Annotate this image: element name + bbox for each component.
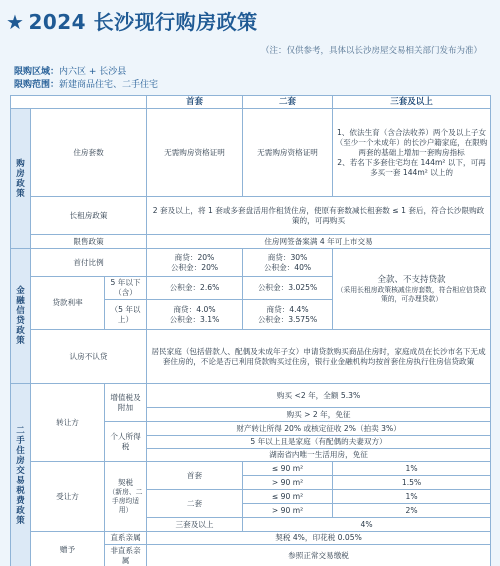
- count-first: 无需购房资格证明: [147, 109, 243, 197]
- table-row: [11, 197, 491, 235]
- range-value: 新建商品住宅、二手住宅: [59, 80, 159, 90]
- income-rule-2: 5 年以上且是家庭（有配偶的夫妻双方）: [147, 436, 491, 449]
- deed-second-label: 二套: [147, 490, 243, 518]
- down-second-commercial: 商贷：30%: [267, 252, 308, 262]
- page-title-text: 2024 长沙现行购房政策: [28, 10, 258, 34]
- rate-5y-plus-second: [243, 300, 333, 330]
- header-second-home: 二套: [243, 96, 333, 109]
- row-label-buyer: 受让方: [31, 462, 105, 532]
- vat-rule-2: 购买 > 2 年，免征: [147, 408, 491, 422]
- income-tax-label: 个人所得税: [105, 422, 147, 462]
- restricted-range-row: [14, 79, 158, 92]
- table-row: [11, 330, 491, 384]
- vat-label: 增值税及附加: [105, 384, 147, 422]
- down-second: [243, 249, 333, 277]
- deed-third-label: 三套及以上: [147, 518, 243, 532]
- vat-rule-1: 购买 <2 年，全额 5.3%: [147, 384, 491, 408]
- deed-first-gt90: > 90 m²: [243, 476, 333, 490]
- deed-tax: [105, 462, 147, 532]
- deed-first-le90-rate: 1%: [333, 462, 491, 476]
- table-row: [11, 109, 491, 197]
- row-label-count: 住房套数: [31, 109, 147, 197]
- row-label-rent: 长租房政策: [31, 197, 147, 235]
- count-third-rule-2: 2、若名下多套住宅均在 144m² 以下，可再多买一套 144m² 以上的: [337, 157, 486, 177]
- count-second: 无需购房资格证明: [243, 109, 333, 197]
- deed-second-le90: ≤ 90 m²: [243, 490, 333, 504]
- deed-first-gt90-rate: 1.5%: [333, 476, 491, 490]
- finance-third: [333, 249, 491, 330]
- count-third: [333, 109, 491, 197]
- section-finance: 金融信贷政策: [11, 249, 31, 384]
- down-second-fund: 公积金：40%: [263, 262, 312, 272]
- row-label-recognition: 认房不认贷: [31, 330, 147, 384]
- deed-first-le90: ≤ 90 m²: [243, 462, 333, 476]
- rent-policy: 2 套及以上，将 1 套或多套盘活用作租赁住房，使原有套数减长租套数 ≤ 1 套后，符合长沙限购政策的，可再购买: [147, 197, 491, 235]
- row-label-down-payment: 首付比例: [31, 249, 147, 277]
- row-label-resale: 限售政策: [31, 235, 147, 249]
- rate-5y-first: 公积金：2.6%: [147, 277, 243, 300]
- gift-non-direct-value: 参照正常交易缴税: [147, 545, 491, 566]
- area-key: 限购区域：: [14, 67, 60, 77]
- rate-5y-second: 公积金：3.025%: [243, 277, 333, 300]
- star-icon: ★: [6, 10, 25, 34]
- gift-non-direct-label: 非直系亲属: [105, 545, 147, 566]
- table-row: [11, 532, 491, 545]
- rate-5y-plus-first-commercial: 商贷：4.0%: [173, 304, 216, 314]
- deed-second-gt90: > 90 m²: [243, 504, 333, 518]
- page-title: [6, 6, 258, 35]
- table-row: [11, 249, 491, 277]
- down-first-commercial: 商贷：20%: [174, 252, 215, 262]
- restricted-area-row: [14, 66, 158, 79]
- table-row: [11, 384, 491, 408]
- area-value: 内六区 + 长沙县: [59, 67, 127, 77]
- rate-5y-plus-second-commercial: 商贷：4.4%: [266, 304, 309, 314]
- range-key: 限购范围：: [14, 80, 60, 90]
- down-first: [147, 249, 243, 277]
- header: [0, 0, 500, 64]
- section-tax: 二手住房交易税费政策: [11, 384, 31, 566]
- header-first-home: 首套: [147, 96, 243, 109]
- row-label-gift: 赠予: [31, 532, 105, 566]
- income-rule-1: 财产转让所得 20% 或核定征收 2%（拍卖 3%）: [147, 422, 491, 436]
- rate-5y-label: 5 年以下（含）: [105, 277, 147, 300]
- deed-tax-note: （新房、二手房均适用）: [108, 488, 143, 514]
- row-label-seller: 转让方: [31, 384, 105, 462]
- section-purchase: 购房政策: [11, 109, 31, 249]
- row-label-rate: 贷款利率: [31, 277, 105, 330]
- deed-second-le90-rate: 1%: [333, 490, 491, 504]
- table-header-row: [11, 96, 491, 109]
- deed-first-label: 首套: [147, 462, 243, 490]
- rate-5y-plus-second-fund: 公积金：3.575%: [257, 314, 318, 324]
- finance-third-main: 全款、不支持贷款: [377, 275, 446, 285]
- rate-5y-plus-first: [147, 300, 243, 330]
- rate-5y-plus-first-fund: 公积金：3.1%: [169, 314, 220, 324]
- count-third-rule-1: 1、依法生育（含合法收养）两个及以上子女（至少一个未成年）的长沙户籍家庭，在限购两套的基础上增加一套购房指标: [335, 127, 488, 157]
- disclaimer-note: （注：仅供参考，具体以长沙房屋交易相关部门发布为准）: [260, 46, 482, 56]
- resale-policy: 住房网签备案满 4 年可上市交易: [147, 235, 491, 249]
- deed-second-gt90-rate: 2%: [333, 504, 491, 518]
- table-row: [11, 462, 491, 476]
- gift-direct-value: 契税 4%，印花税 0.05%: [147, 532, 491, 545]
- income-rule-3: 湖南省内唯一生活用房，免征: [147, 449, 491, 462]
- header-third-home: 三套及以上: [333, 96, 491, 109]
- rate-5y-plus-label: （5 年以上）: [105, 300, 147, 330]
- policy-table: [10, 95, 491, 566]
- deed-tax-label: 契税: [117, 478, 134, 487]
- gift-direct-label: 直系亲属: [105, 532, 147, 545]
- finance-third-note: （采用长租房政策核减住房套数，符合相应信贷政策的，可办理贷款）: [336, 286, 487, 303]
- table-row: [11, 235, 491, 249]
- deed-third-rate: 4%: [243, 518, 491, 532]
- purchase-scope: [14, 66, 158, 92]
- down-first-fund: 公积金：20%: [170, 262, 219, 272]
- recognition-policy: 居民家庭（包括借款人、配偶及未成年子女）申请贷款购买商品住房时，家庭成员在长沙市名下无成套住房的，不论是否已利用贷款购买过住房，银行业金融机构均按首套住房执行住房信贷政策: [147, 330, 491, 384]
